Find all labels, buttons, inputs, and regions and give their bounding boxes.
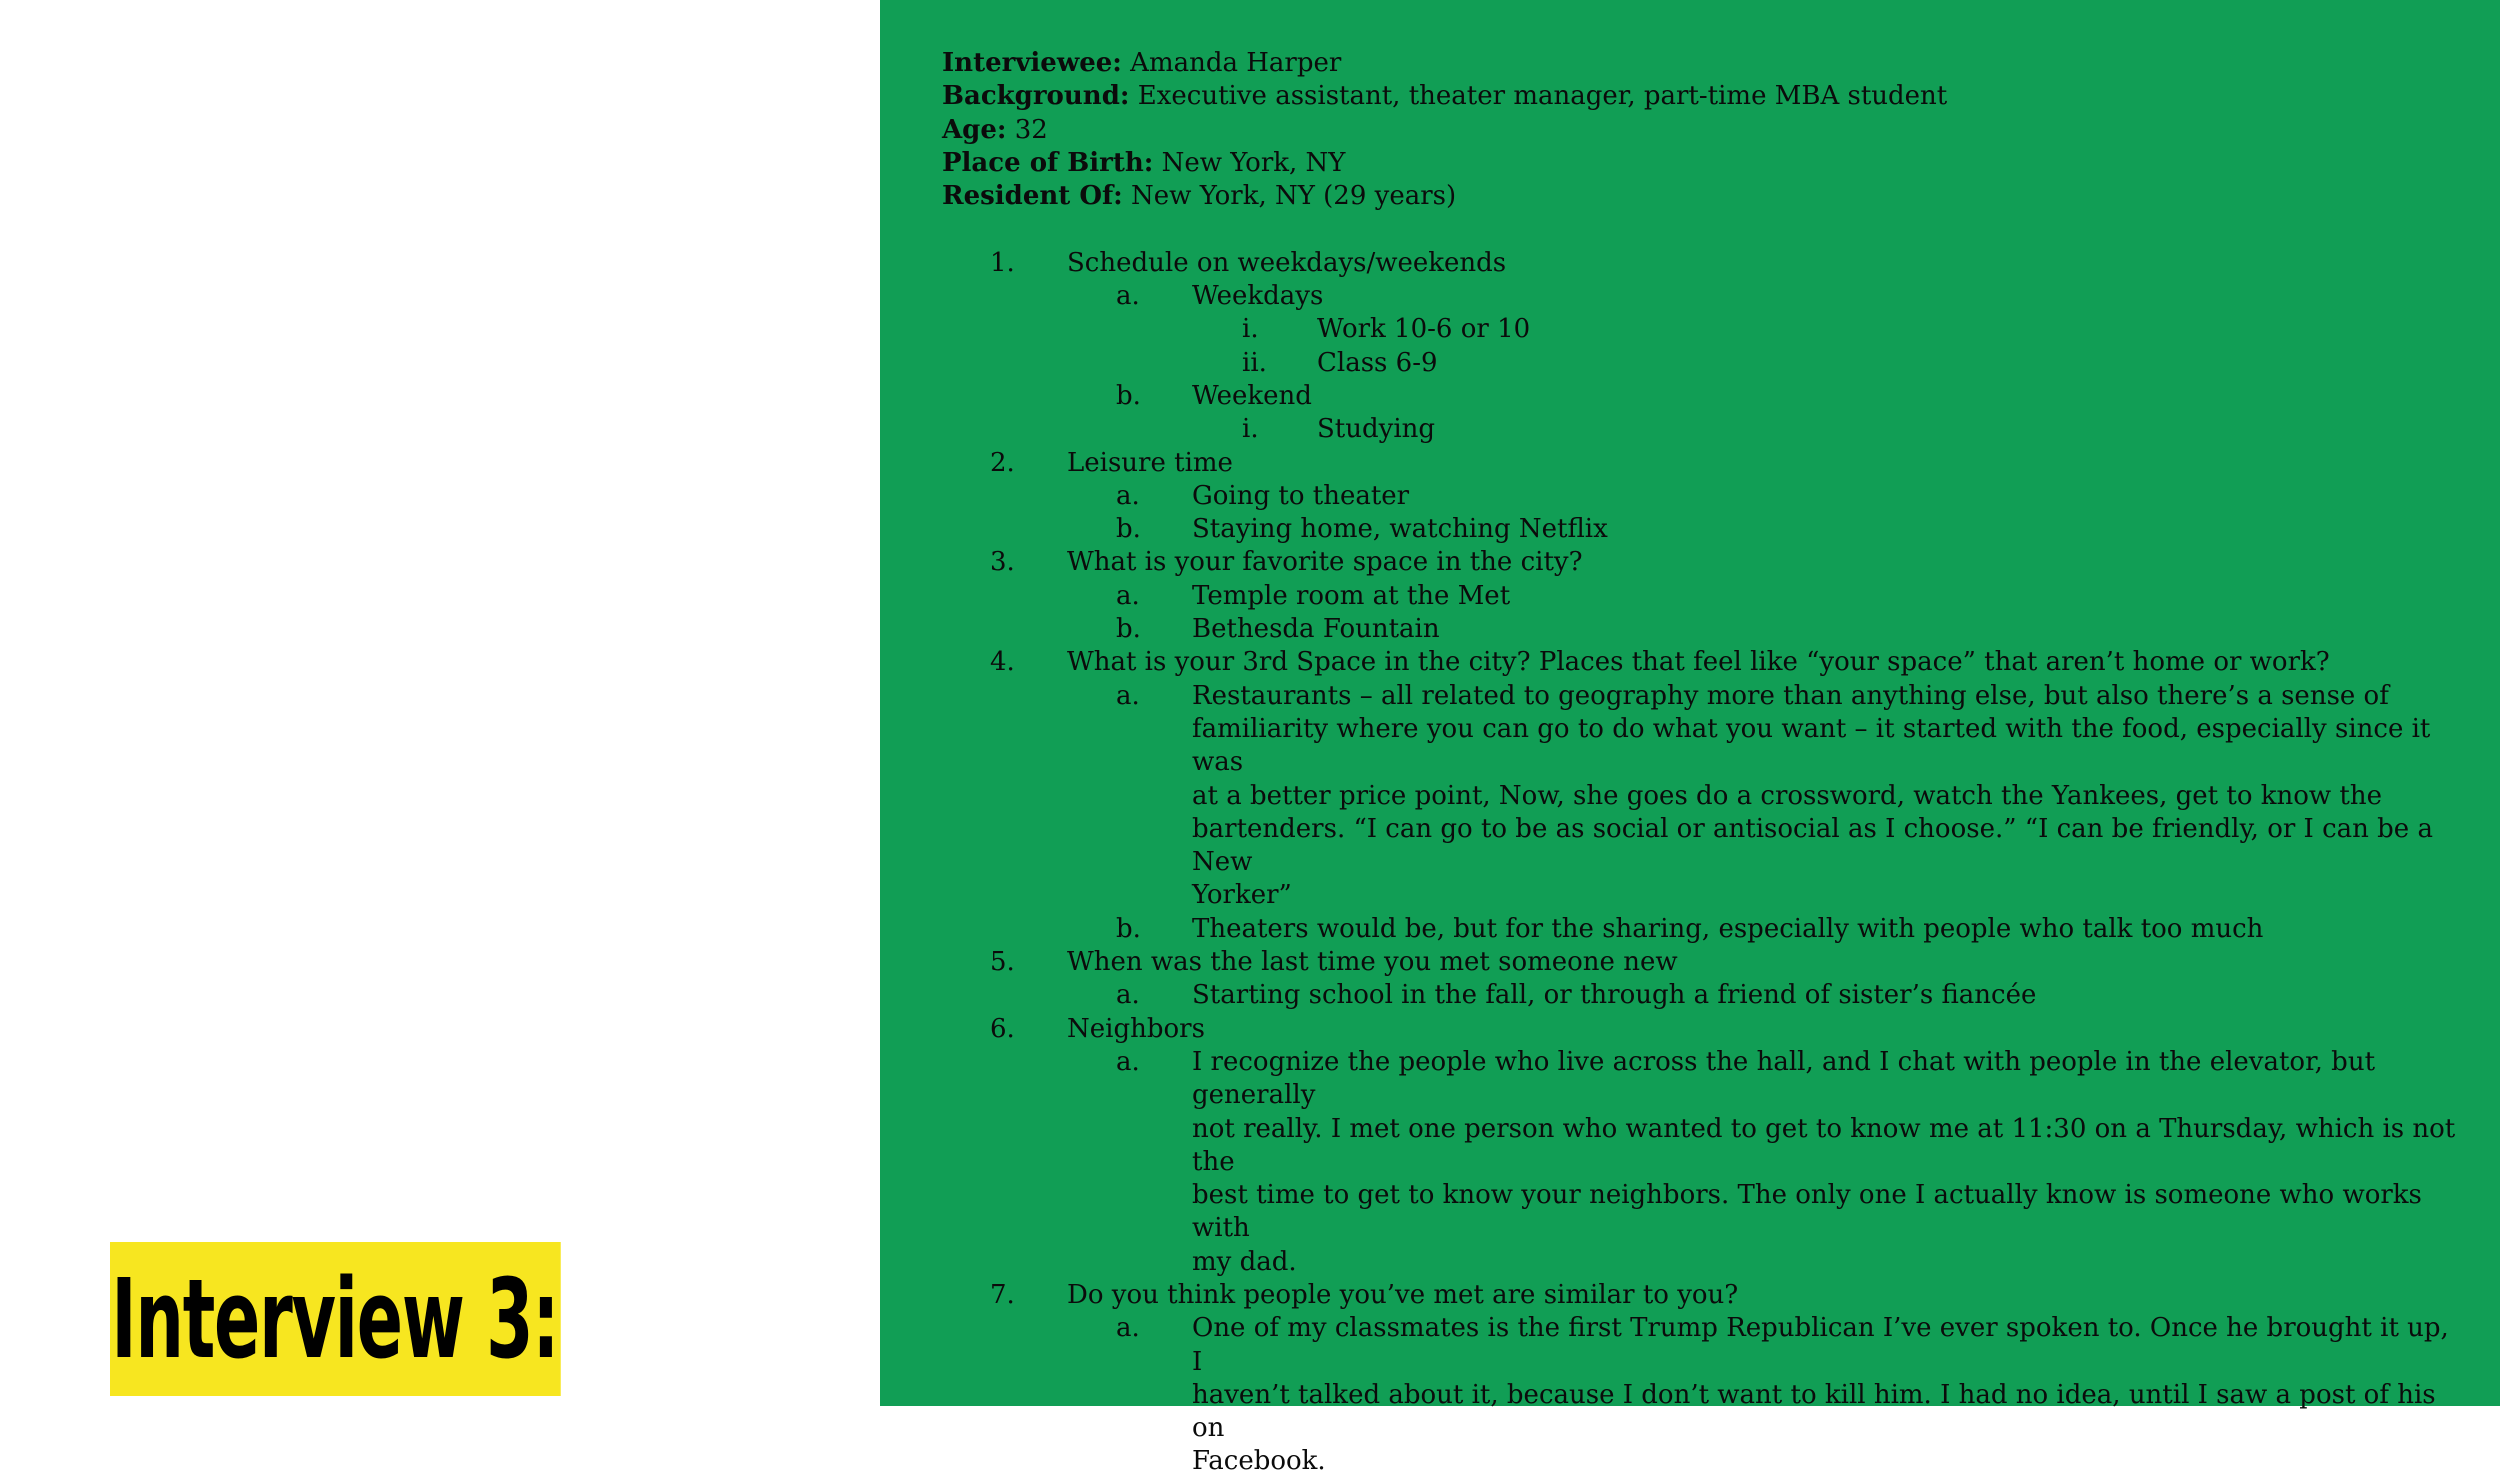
interviewee-line: [942, 47, 2467, 80]
list-marker: i.: [1242, 314, 1259, 345]
question-item: [942, 1279, 2467, 1312]
list-text: Weekdays: [1192, 281, 1324, 312]
list-marker: a.: [1116, 1046, 1140, 1077]
list-marker: a.: [1116, 980, 1140, 1011]
answer-continuation: [942, 1379, 2467, 1446]
interviewee-value: Amanda Harper: [1130, 48, 1342, 78]
answer-item: [942, 380, 2467, 413]
resident-label: Resident Of:: [942, 181, 1123, 212]
list-text: Starting school in the fall, or through a friend of sister’s fiancée: [1192, 980, 2037, 1011]
question-item: [942, 447, 2467, 480]
question-item: [942, 646, 2467, 679]
background-value: Executive assistant, theater manager, part-time MBA student: [1137, 81, 1948, 112]
list-marker: 3.: [990, 547, 1015, 578]
interview-notes: [942, 47, 2467, 1479]
list-text: Class 6-9: [1317, 347, 1438, 378]
answer-continuation: [942, 1246, 2467, 1279]
list-text: When was the last time you met someone new: [1067, 947, 1678, 978]
list-text: best time to get to know your neighbors. The only one I actually know is someone who works with: [1192, 1180, 2422, 1244]
list-text: Facebook.: [1192, 1446, 1326, 1477]
list-text: my dad.: [1192, 1246, 1297, 1277]
list-text: Bethesda Fountain: [1192, 614, 1440, 645]
list-text: Leisure time: [1067, 447, 1233, 478]
list-marker: b.: [1116, 514, 1141, 545]
list-text: Schedule on weekdays/weekends: [1067, 247, 1507, 278]
list-text: haven’t talked about it, because I don’t want to kill him. I had no idea, until I saw a post of his on: [1192, 1379, 2436, 1444]
list-text: not really. I met one person who wanted to get to know me at 11:30 on a Thursday, which is not the: [1192, 1113, 2456, 1177]
list-marker: i.: [1242, 414, 1259, 445]
list-marker: a.: [1116, 580, 1140, 611]
list-text: Neighbors: [1067, 1013, 1205, 1044]
answer-item: [942, 280, 2467, 313]
answer-item: [942, 613, 2467, 646]
answer-continuation: [942, 879, 2467, 912]
answer-item: [942, 1046, 2467, 1113]
detail-item: [942, 347, 2467, 380]
answer-item: [942, 979, 2467, 1012]
list-text: One of my classmates is the first Trump Republican I’ve ever spoken to. Once he brought it up, I: [1192, 1313, 2449, 1377]
answer-item: [942, 913, 2467, 946]
answer-item: [942, 680, 2467, 713]
list-text: bartenders. “I can go to be as social or antisocial as I choose.” “I can be friendly, or I can be a New: [1192, 813, 2433, 878]
resident-value: New York, NY (29 years): [1131, 181, 1457, 212]
notes-panel: [880, 0, 2500, 1477]
question-item: [942, 247, 2467, 280]
list-text: Theaters would be, but for the sharing, especially with people who talk too much: [1192, 913, 2264, 944]
answer-continuation: [942, 713, 2467, 780]
list-text: What is your 3rd Space in the city? Places that feel like “your space” that aren’t home or work?: [1067, 647, 2330, 678]
slide-title: Interview 3:: [110, 1242, 561, 1396]
question-item: [942, 946, 2467, 979]
list-text: Weekend: [1192, 380, 1312, 411]
age-line: [942, 114, 2467, 147]
interviewee-label: Interviewee:: [942, 48, 1122, 78]
list-text: Studying: [1317, 414, 1436, 445]
detail-item: [942, 413, 2467, 446]
spacer: [942, 213, 2467, 246]
list-text: Do you think people you’ve met are similar to you?: [1067, 1279, 1739, 1310]
age-value: 32: [1014, 114, 1048, 145]
background-label: Background:: [942, 81, 1130, 112]
background-line: [942, 80, 2467, 113]
answer-item: [942, 513, 2467, 546]
birthplace-label: Place of Birth:: [942, 147, 1154, 178]
answer-continuation: [942, 1445, 2467, 1478]
left-panel: [0, 0, 880, 1406]
list-marker: b.: [1116, 913, 1141, 944]
list-text: Work 10-6 or 10: [1317, 314, 1531, 345]
list-marker: a.: [1116, 281, 1140, 312]
list-text: Temple room at the Met: [1192, 580, 1511, 611]
list-text: Yorker”: [1192, 880, 1292, 911]
list-text: Going to theater: [1192, 480, 1410, 511]
list-marker: b.: [1116, 614, 1141, 645]
list-text: I recognize the people who live across the hall, and I chat with people in the elevator, but generally: [1192, 1046, 2376, 1111]
list-marker: ii.: [1242, 347, 1267, 378]
list-marker: 5.: [990, 947, 1015, 978]
question-item: [942, 1013, 2467, 1046]
list-text: at a better price point, Now, she goes do a crossword, watch the Yankees, get to know the: [1192, 780, 2382, 811]
answer-continuation: [942, 780, 2467, 813]
list-marker: 6.: [990, 1013, 1015, 1044]
answer-item: [942, 480, 2467, 513]
list-marker: 1.: [990, 247, 1015, 278]
list-text: familiarity where you can go to do what you want – it started with the food, especially since it was: [1192, 713, 2431, 778]
birthplace-value: New York, NY: [1161, 147, 1346, 178]
list-text: Staying home, watching Netflix: [1192, 514, 1608, 545]
detail-item: [942, 313, 2467, 346]
list-marker: 2.: [990, 447, 1015, 478]
list-marker: 7.: [990, 1279, 1015, 1310]
answer-continuation: [942, 813, 2467, 880]
birthplace-line: [942, 147, 2467, 180]
answer-continuation: [942, 1179, 2467, 1246]
resident-line: [942, 180, 2467, 213]
answer-item: [942, 1312, 2467, 1379]
list-marker: a.: [1116, 680, 1140, 711]
answer-item: [942, 580, 2467, 613]
list-text: What is your favorite space in the city?: [1067, 547, 1583, 578]
list-marker: a.: [1116, 1313, 1140, 1344]
answer-continuation: [942, 1113, 2467, 1180]
list-text: Restaurants – all related to geography more than anything else, but also there’s a sense of: [1192, 680, 2389, 711]
list-marker: a.: [1116, 480, 1140, 511]
list-marker: b.: [1116, 380, 1141, 411]
list-marker: 4.: [990, 647, 1015, 678]
question-item: [942, 546, 2467, 579]
age-label: Age:: [942, 114, 1007, 145]
